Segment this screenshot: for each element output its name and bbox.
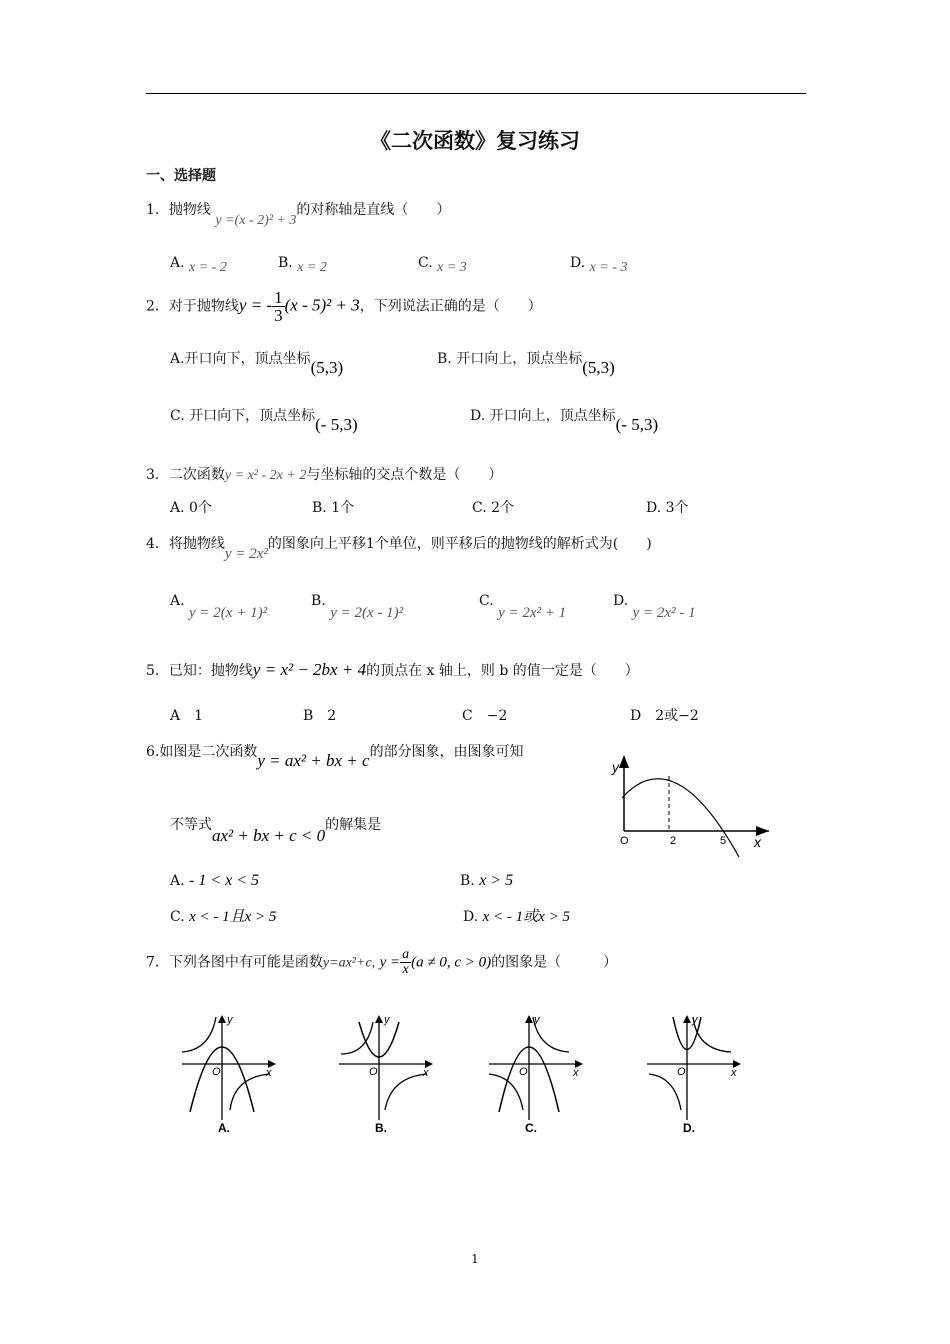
q4-option-c[interactable]: C. y = 2x² + 1	[479, 593, 567, 621]
q7b-caption: B.	[375, 1121, 387, 1135]
q6-option-b[interactable]: B. x > 5	[460, 872, 514, 889]
svg-text:y: y	[227, 1014, 233, 1026]
q7a-caption: A.	[218, 1121, 230, 1135]
q7-fraction: $\frac{a}{x}$	[402, 947, 410, 977]
q2-suffix: ，下列说法正确的是（ ）	[359, 298, 542, 315]
page-title: 《二次函数》复习练习	[370, 129, 580, 153]
q4-option-b[interactable]: B. y = 2(x - 1)²	[311, 593, 404, 621]
header-rule	[146, 93, 806, 94]
question-1	[146, 199, 451, 228]
q5-option-b[interactable]: B 2	[303, 708, 337, 724]
svg-text:O: O	[677, 1066, 686, 1078]
svg-text:x: x	[573, 1067, 579, 1079]
question-2	[146, 289, 542, 324]
q1-prefix: 抛物线	[168, 202, 211, 218]
q2-formula-a: y = -	[238, 295, 273, 315]
q6-inequality-line: 不等式ax² + bx + c < 0的解集是	[170, 817, 382, 845]
q1-option-c[interactable]: C. x = 3	[418, 255, 467, 275]
q7-graph-a[interactable]	[180, 1012, 280, 1137]
q7c-hyperbola-branch2	[489, 1074, 523, 1110]
q6-parabola-graph	[604, 750, 774, 860]
q6-x-label: x	[754, 834, 761, 850]
question-6: 6.如图是二次函数y = ax² + bx + c的部分图象，由图象可知	[146, 744, 524, 770]
q1-suffix: 的对称轴是直线（ ）	[296, 202, 451, 218]
q6-formula: y = ax² + bx + c	[257, 751, 370, 770]
q2-option-a[interactable]: A.开口向下，顶点坐标(5,3)	[170, 351, 344, 377]
q5-option-d[interactable]: D 2或−2	[630, 708, 699, 724]
svg-text:y: y	[692, 1014, 698, 1026]
svg-text:y: y	[384, 1014, 390, 1026]
q3-option-b[interactable]: B. 1个	[312, 500, 355, 516]
q2-option-d[interactable]: D. 开口向上，顶点坐标(- 5,3)	[470, 408, 659, 434]
q2-prefix: 对于抛物线	[168, 298, 239, 315]
q6-inequality: ax² + bx + c < 0	[212, 826, 326, 845]
svg-text:x: x	[266, 1067, 272, 1079]
q1-option-d[interactable]: D. x = - 3	[570, 255, 628, 275]
question-5: 5．已知：抛物线y = x² − 2bx + 4的顶点在 x 轴上，则 b 的值一定是（ ）	[146, 660, 639, 679]
q1-option-b[interactable]: B. x = 2	[278, 255, 327, 275]
q7d-hyperbola-branch1	[693, 1017, 731, 1052]
q6-option-d[interactable]: D. x < - 1或x > 5	[463, 909, 570, 925]
q5-option-c[interactable]: C −2	[462, 708, 508, 724]
q2-number: 2．	[146, 298, 169, 315]
q3-formula: y = x² - 2x + 2	[224, 468, 307, 483]
q6-origin-label: O	[620, 835, 629, 847]
q4-option-d[interactable]: D. y = 2x² - 1	[613, 593, 696, 621]
q6-tick-2: 2	[670, 835, 677, 847]
q6-option-c[interactable]: C. x < - 1且x > 5	[170, 909, 277, 925]
q6-option-a[interactable]: A. - 1 < x < 5	[170, 872, 260, 889]
q5-formula: y = x² − 2bx + 4	[252, 660, 367, 679]
q3-option-a[interactable]: A. 0个	[170, 500, 212, 516]
q3-option-d[interactable]: D. 3个	[646, 500, 689, 516]
svg-text:x: x	[731, 1067, 737, 1079]
q6-tick-5: 5	[720, 835, 727, 847]
q7c-caption: C.	[525, 1121, 537, 1135]
question-4: 4．将抛物线y = 2x²的图象向上平移1个单位，则平移后的抛物线的解析式为( )	[146, 536, 652, 562]
svg-text:O: O	[212, 1066, 221, 1078]
q7-graph-b[interactable]	[337, 1012, 437, 1137]
q4-formula: y = 2x²	[224, 546, 268, 562]
q6-y-label: y	[612, 759, 619, 775]
q1-option-a[interactable]: A. x = - 2	[170, 255, 227, 275]
page-number: 1	[471, 1252, 479, 1266]
q7d-caption: D.	[683, 1121, 695, 1135]
svg-text:O: O	[519, 1066, 528, 1078]
q7b-hyperbola-branch2	[385, 1074, 427, 1110]
q7a-hyperbola-branch1	[182, 1017, 216, 1052]
svg-text:y: y	[534, 1014, 540, 1026]
q2-formula-b: (x - 5)² + 3	[284, 295, 360, 315]
q7d-hyperbola-branch2	[649, 1074, 681, 1110]
q2-option-c[interactable]: C. 开口向下，顶点坐标(- 5,3)	[170, 408, 358, 434]
q7a-hyperbola-branch2	[230, 1074, 270, 1110]
q3-option-c[interactable]: C. 2个	[472, 500, 515, 516]
svg-text:x: x	[423, 1067, 429, 1079]
q2-fraction: $\frac{1}{3}$	[274, 288, 283, 325]
question-3: 3．二次函数y = x² - 2x + 2与坐标轴的交点个数是（ ）	[146, 467, 503, 483]
q7b-hyperbola-branch1	[341, 1022, 373, 1054]
q1-number: 1．	[146, 202, 169, 218]
question-7: 7．下列各图中有可能是函数y=ax²+c, y = $\frac{a}{x}$ (a ≠ 0, c > 0)的图象是（ ）	[146, 947, 618, 977]
q5-option-a[interactable]: A 1	[170, 708, 204, 724]
q4-option-a[interactable]: A. y = 2(x + 1)²	[170, 593, 268, 621]
q7-graph-d[interactable]	[645, 1012, 745, 1137]
svg-text:O: O	[369, 1066, 378, 1078]
q6-y-arrow	[619, 755, 629, 768]
q2-option-b[interactable]: B. 开口向上，顶点坐标(5,3)	[437, 351, 615, 377]
q7-graph-c[interactable]	[487, 1012, 587, 1137]
q1-formula: y =(x - 2)² + 3	[215, 213, 297, 228]
section-heading: 一、选择题	[146, 168, 216, 184]
